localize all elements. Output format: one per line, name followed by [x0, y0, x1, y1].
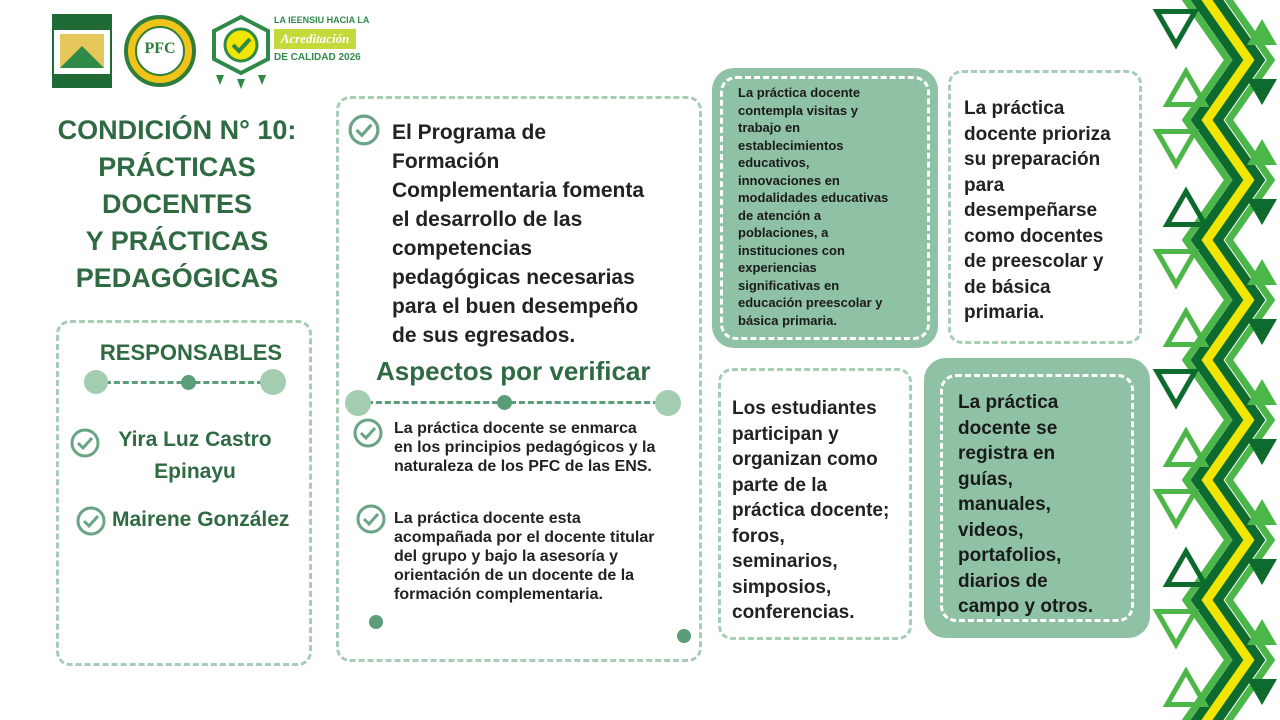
bullet-dot: [677, 629, 691, 643]
page-title: [20, 112, 334, 297]
pfc-logo: [124, 15, 196, 87]
estudiantes-line: simposios,: [732, 576, 832, 598]
estudiantes-line: práctica docente;: [732, 500, 890, 521]
estudiantes-line: parte de la: [732, 474, 828, 496]
estudiantes-line: conferencias.: [732, 602, 855, 623]
visitas-line: La práctica docente: [738, 85, 861, 100]
triangle-ornament: [1167, 71, 1205, 104]
divider-dot: [655, 390, 681, 416]
registra-line: registra en: [958, 443, 1056, 464]
visitas-text: [738, 84, 888, 329]
prioriza-line: docente prioriza: [964, 123, 1111, 145]
estudiantes-line: Los estudiantes: [732, 398, 877, 419]
aspect-2-line: del grupo y bajo la asesoría y: [394, 548, 619, 565]
prioriza-line: su preparación: [964, 149, 1101, 170]
aspect-1-line: en los principios pedagógicos y la: [394, 439, 656, 456]
aspects-divider: [358, 401, 668, 404]
title-line-1: CONDICIÓN N° 10:: [57, 115, 297, 145]
aspects-heading: Aspectos por verificar: [376, 356, 651, 386]
aspect-item-2: [394, 509, 655, 604]
pattern-layer: [1157, 0, 1277, 720]
check-circle-icon: [348, 114, 380, 146]
divider-dot: [345, 390, 371, 416]
registra-line: campo y otros.: [958, 596, 1094, 617]
responsable-1-line-1: Yira Luz Castro: [118, 428, 272, 451]
visitas-line: poblaciones, a: [738, 225, 829, 240]
visitas-line: innovaciones en: [738, 172, 840, 188]
registra-text: [958, 390, 1093, 620]
program-line-2: Formación: [392, 150, 500, 173]
school-logo: [52, 14, 112, 88]
prioriza-line: de preescolar y: [964, 251, 1104, 272]
program-line-6: pedagógicas necesarias: [392, 266, 635, 289]
accreditation-logo: [208, 13, 370, 89]
program-line-4: el desarrollo de las: [392, 208, 583, 231]
visitas-line: modalidades educativas: [738, 190, 889, 205]
responsable-2-name: Mairene González: [112, 508, 290, 531]
accreditation-line2: Acreditación: [274, 29, 356, 49]
triangle-ornament: [1157, 11, 1195, 44]
check-circle-icon: [356, 504, 386, 534]
divider-dot: [497, 395, 512, 410]
visitas-line: establecimientos: [738, 137, 844, 153]
accreditation-line1: LA IEENSIU HACIA LA: [274, 15, 370, 25]
prioriza-line: como docentes: [964, 225, 1104, 247]
visitas-line: de atención a: [738, 207, 822, 223]
estudiantes-line: organizan como: [732, 449, 878, 470]
check-circle-icon: [70, 428, 100, 458]
title-line-4: PEDAGÓGICAS: [75, 263, 279, 293]
triangle-ornament: [1167, 431, 1205, 464]
triangle-ornament: [1157, 491, 1195, 524]
triangle-ornament: [1157, 371, 1195, 404]
pfc-logo-text: PFC: [144, 40, 176, 57]
prioriza-line: primaria.: [964, 302, 1045, 323]
accreditation-badge-icon: [208, 13, 274, 89]
visitas-line: significativas en: [738, 277, 840, 293]
program-line-8: de sus egresados.: [392, 324, 576, 347]
responsables-heading: RESPONSABLES: [99, 340, 283, 365]
aspect-2-line: formación complementaria.: [394, 586, 603, 603]
wayuu-pattern: [1150, 0, 1280, 720]
prioriza-text: [964, 96, 1111, 326]
triangle-ornament: [1157, 251, 1195, 284]
aspect-1-line: naturaleza de los PFC de las ENS.: [394, 458, 652, 475]
program-line-1: El Programa de: [392, 121, 547, 144]
visitas-line: instituciones con: [738, 242, 845, 258]
estudiantes-line: foros,: [732, 525, 785, 547]
divider-dot: [181, 375, 196, 390]
prioriza-line: para: [964, 174, 1005, 196]
program-line-3: Complementaria fomenta: [392, 179, 645, 202]
estudiantes-text: [732, 396, 889, 626]
visitas-line: educación preescolar y: [738, 295, 883, 310]
program-line-7: para el buen desempeño: [392, 295, 639, 318]
divider-dot: [260, 369, 286, 395]
visitas-line: educativos,: [738, 155, 810, 170]
aspect-2-line: acompañada por el docente titular: [394, 529, 655, 546]
registra-line: docente se: [958, 417, 1058, 439]
prioriza-line: de básica: [964, 276, 1051, 298]
triangle-ornament: [1167, 191, 1205, 224]
registra-line: portafolios,: [958, 545, 1062, 566]
responsable-name: [100, 424, 290, 488]
triangle-ornament: [1167, 311, 1205, 344]
bullet-dot: [369, 615, 383, 629]
aspect-2-line: orientación de un docente de la: [394, 567, 635, 584]
program-line-5: competencias: [392, 237, 533, 260]
estudiantes-line: participan y: [732, 423, 839, 445]
prioriza-line: La práctica: [964, 98, 1065, 119]
check-circle-icon: [353, 418, 383, 448]
visitas-line: trabajo en: [738, 120, 801, 135]
estudiantes-line: seminarios,: [732, 551, 838, 572]
visitas-line: básica primaria.: [738, 312, 837, 328]
visitas-line: experiencias: [738, 260, 817, 275]
check-circle-icon: [76, 506, 106, 536]
aspect-item-1: [394, 419, 655, 476]
aspect-2-line: La práctica docente esta: [394, 510, 581, 527]
triangle-ornament: [1167, 671, 1205, 704]
accreditation-line3: DE CALIDAD 2026: [274, 52, 361, 63]
school-shield-icon: [54, 16, 110, 86]
registra-line: videos,: [958, 519, 1024, 541]
prioriza-line: desempeñarse: [964, 200, 1098, 221]
registra-line: guías,: [958, 468, 1013, 490]
registra-line: manuales,: [958, 494, 1051, 515]
triangle-ornament: [1157, 131, 1195, 164]
program-description: [392, 118, 644, 350]
registra-line: diarios de: [958, 570, 1048, 592]
responsable-1-line-2: Epinayu: [154, 460, 236, 483]
title-line-2: PRÁCTICAS DOCENTES: [98, 152, 256, 219]
zigzag-stripe: [1229, 0, 1271, 720]
visitas-line: contempla visitas y: [738, 102, 858, 118]
aspect-1-line: La práctica docente se enmarca: [394, 420, 637, 437]
triangle-ornament: [1167, 551, 1205, 584]
registra-line: La práctica: [958, 392, 1059, 413]
title-line-3: Y PRÁCTICAS: [85, 226, 269, 256]
divider-dot: [84, 370, 108, 394]
triangle-ornament: [1157, 611, 1195, 644]
